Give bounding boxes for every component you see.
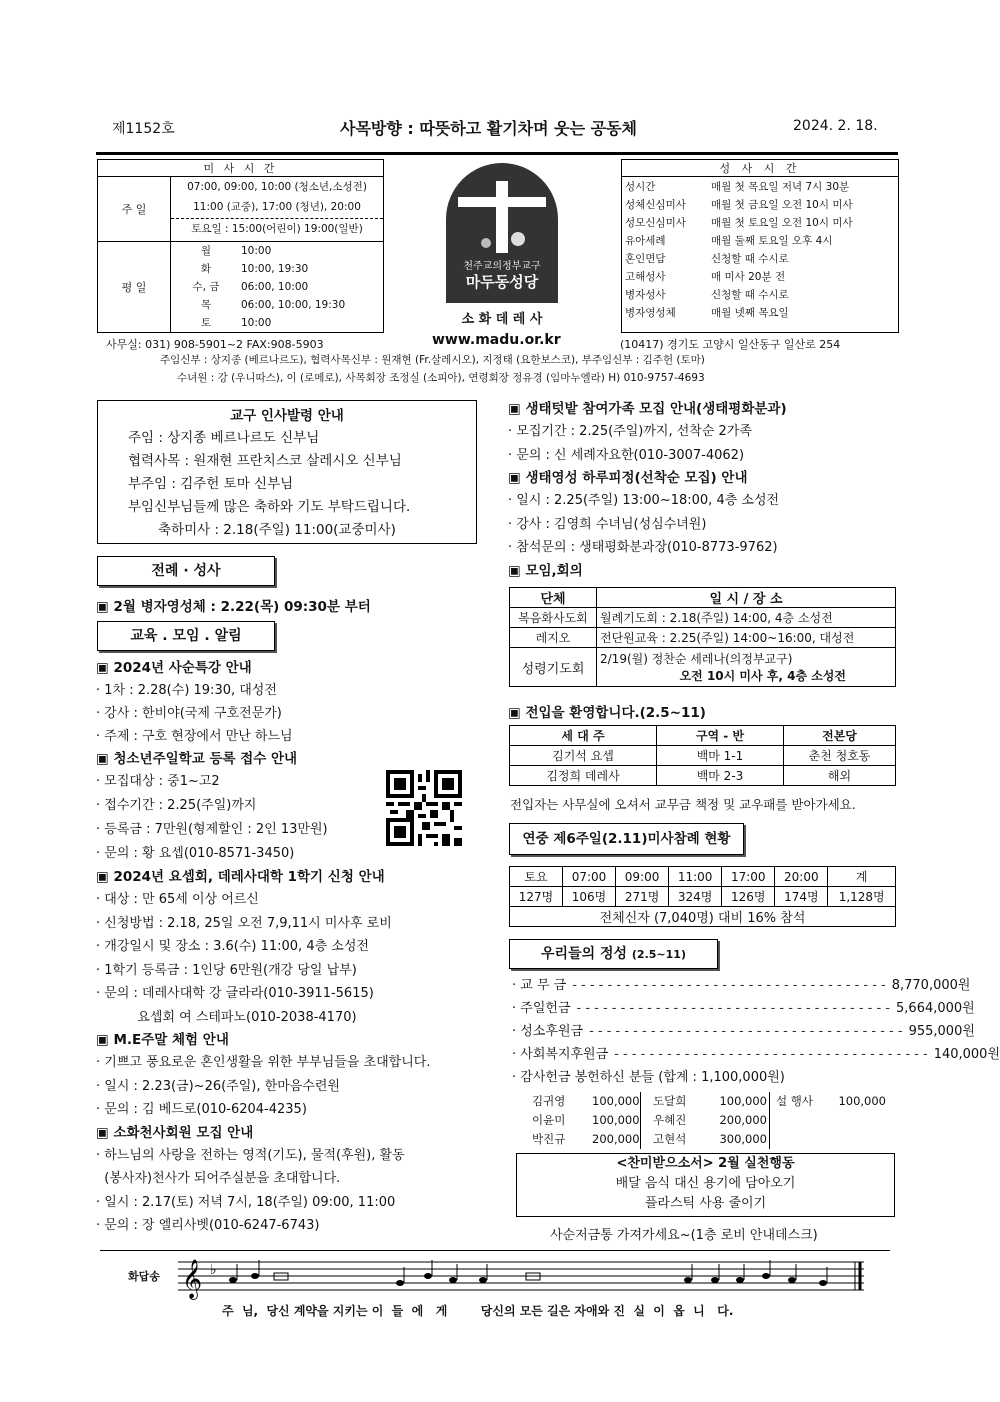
offering-amount: 5,664,000원 xyxy=(896,1001,975,1016)
donor-list xyxy=(532,1092,886,1149)
offering-label: · 성소후원금 xyxy=(512,1024,584,1039)
donor-name: 우혜진 xyxy=(653,1113,687,1127)
table-cell: 126명 xyxy=(722,887,775,907)
section-title: ▣ 2024년 요셉회, 데레사대학 1학기 신청 안내 xyxy=(96,869,385,885)
donor-name: 박진규 xyxy=(532,1132,566,1146)
table-cell: 김기석 요셉 xyxy=(510,746,657,766)
offering-period: (2.5~11) xyxy=(631,948,686,961)
section-item: · 주제 : 구호 현장에서 만난 하느님 xyxy=(96,729,293,744)
section-item: · 문의 : 황 요셉(010-8571-3450) xyxy=(96,846,295,861)
mass-schedule xyxy=(97,159,384,333)
welcome-note: 전입자는 사무실에 오셔서 교무금 책정 및 교우패를 받아가세요. xyxy=(510,797,856,812)
left-sections xyxy=(96,657,486,1238)
sacrament-name: 혼인면담 xyxy=(625,252,666,265)
weekday-day: 수, 금 xyxy=(192,281,220,293)
table-header: 11:00 xyxy=(669,867,722,887)
meeting-group: 복음화사도회 xyxy=(510,608,597,628)
section-item: · 개강일시 및 장소 : 3.6(수) 11:00, 4층 소성전 xyxy=(96,939,369,954)
attendance-header: 연중 제6주일(2.11)미사참례 현황 xyxy=(509,823,744,855)
table-cell: 춘천 청호동 xyxy=(784,746,896,766)
sacrament-name: 병자영성체 xyxy=(625,306,676,319)
music-notes-icon xyxy=(178,1256,868,1300)
section-item: · 1차 : 2.28(수) 19:30, 대성전 xyxy=(96,683,277,698)
section-item: · 하느님의 사랑을 전하는 영적(기도), 물적(후원), 활동 xyxy=(96,1147,405,1163)
staff-info: 수녀원 : 강 (우니따스), 이 (로메로), 사목회장 조정실 (소피아), 연령회장 정유경 (임마누엘라) H) 010-9757-4693 xyxy=(177,372,705,384)
offering-amount: 140,000원 xyxy=(933,1047,1000,1062)
appointment-title: 교구 인사발령 안내 xyxy=(230,408,344,424)
donor-name: 고현석 xyxy=(653,1132,687,1146)
welcome-table xyxy=(509,725,896,786)
sacrament-time: 매월 첫 금요일 오전 10시 미사 xyxy=(711,198,853,211)
donor-name: 김귀영 xyxy=(532,1094,566,1108)
sacrament-time: 신청할 때 수시로 xyxy=(711,288,789,301)
donor-amount: 100,000 xyxy=(592,1092,641,1111)
section-item: · 일시 : 2.23(금)~26(주일), 한마음수련원 xyxy=(96,1078,340,1094)
table-header: 계 xyxy=(828,867,896,887)
section-item: · 접수기간 : 2.25(주일)까지 xyxy=(96,798,257,813)
appointment-line: 부주임 : 김주헌 토마 신부님 xyxy=(128,476,294,492)
sacrament-name: 성시간 xyxy=(625,180,656,193)
table-header: 단체 xyxy=(510,588,597,608)
liturgy-header: 전례 · 성사 xyxy=(97,556,275,586)
section-item: · 기쁘고 풍요로운 혼인생활을 위한 부부님들을 초대합니다. xyxy=(96,1055,431,1070)
offering-label: · 주일헌금 xyxy=(512,1001,571,1016)
section-item: · 대상 : 만 65세 이상 어르신 xyxy=(96,892,259,907)
offering-label: · 교 무 금 xyxy=(512,978,567,993)
mass-title: 미 사 시 간 xyxy=(98,160,383,177)
sacrament-time: 매월 둘째 토요일 오후 4시 xyxy=(711,234,833,247)
sunday-mass-2: 11:00 (교중), 17:00 (청년), 20:00 xyxy=(171,197,383,219)
meeting-info: 월례기도회 : 2.18(주일) 14:00, 4층 소성전 xyxy=(597,608,896,628)
sacrament-name: 성체신심미사 xyxy=(625,198,686,211)
parish-name: 마두동성당 xyxy=(465,273,539,291)
section-item: · 문의 : 김 베드로(010-6204-4235) xyxy=(96,1102,307,1117)
offering-amount: 8,770,000원 xyxy=(891,978,971,993)
sacrament-time: 매월 첫 목요일 저녁 7시 30분 xyxy=(711,180,850,193)
offering-amount: 955,000원 xyxy=(908,1024,975,1039)
sacrament-time: 신청할 때 수시로 xyxy=(711,252,789,265)
table-cell: 106명 xyxy=(562,887,615,907)
music-rule xyxy=(100,1250,890,1251)
sacrament-time: 매 미사 20분 전 xyxy=(711,270,786,283)
sacrament-schedule xyxy=(621,159,899,333)
weekday-time: 06:00, 10:00, 19:30 xyxy=(241,299,346,311)
lent-bank-note: 사순저금통 가져가세요~(1층 로비 안내데스크) xyxy=(550,1228,818,1243)
liturgy-item: ▣ 2월 병자영성체 : 2.22(목) 09:30분 부터 xyxy=(96,599,371,615)
svg-text:𝄞: 𝄞 xyxy=(182,1259,203,1299)
donor-amount: 300,000 xyxy=(715,1130,770,1149)
sacrament-name: 유아세례 xyxy=(625,234,666,247)
section-item: · 문의 : 데레사대학 강 글라라(010-3911-5615) xyxy=(96,986,374,1001)
parish-url[interactable]: www.madu.or.kr xyxy=(432,332,561,348)
section-item: 요셉회 여 스테파노(010-2038-4170) xyxy=(96,1009,357,1025)
section-item: · 신청방법 : 2.18, 25일 오전 7,9,11시 미사후 로비 xyxy=(96,915,392,931)
table-cell: 1,128명 xyxy=(828,887,896,907)
offering-header xyxy=(509,939,718,969)
appointment-line: 협력사목 : 원재현 프란치스코 살레시오 신부님 xyxy=(128,453,402,469)
table-cell: 271명 xyxy=(616,887,669,907)
table-header: 09:00 xyxy=(616,867,669,887)
attendance-table xyxy=(509,866,896,927)
section-item: · 일시 : 2.25(주일) 13:00~18:00, 4층 소성전 xyxy=(508,493,780,508)
sacrament-name: 고해성사 xyxy=(625,270,666,283)
donor-amount: 100,000 xyxy=(592,1111,641,1130)
weekday-time: 06:00, 10:00 xyxy=(241,281,309,293)
weekday-time: 10:00, 19:30 xyxy=(241,263,309,275)
weekday-day: 목 xyxy=(200,299,212,311)
education-header: 교육 . 모임 . 알림 xyxy=(97,621,275,651)
table-header: 일 시 / 장 소 xyxy=(597,588,896,608)
meeting-group: 성령기도회 xyxy=(510,648,597,687)
svg-text:♭: ♭ xyxy=(210,1262,217,1278)
section-title: ▣ M.E주말 체험 안내 xyxy=(96,1032,229,1048)
section-title: ▣ 모임,회의 xyxy=(508,562,583,579)
weekday-label: 평 일 xyxy=(98,242,171,332)
meetings-table xyxy=(509,587,896,687)
sacrament-title: 성 사 시 간 xyxy=(622,160,898,177)
laudato-line: 배달 음식 대신 용기에 담아오기 xyxy=(615,1176,796,1191)
music-staff xyxy=(178,1256,868,1300)
weekday-day: 토 xyxy=(200,317,212,329)
section-item: · 강사 : 한비야(국제 구호전문가) xyxy=(96,706,282,721)
sunday-mass-1: 07:00, 09:00, 10:00 (청소년,소성전) xyxy=(187,181,367,193)
meeting-group: 레지오 xyxy=(510,628,597,648)
section-item: · 일시 : 2.17(토) 저녁 7시, 18(주일) 09:00, 11:00 xyxy=(96,1194,396,1210)
sacrament-time: 매월 넷째 목요일 xyxy=(711,306,789,319)
table-header: 토요 xyxy=(510,867,563,887)
table-cell: 백마 2-3 xyxy=(657,766,784,786)
donor-name: 설 행사 xyxy=(776,1094,813,1108)
donor-amount: 200,000 xyxy=(715,1111,770,1130)
laudato-line: 플라스틱 사용 줄이기 xyxy=(644,1196,767,1211)
sacrament-name: 병자성사 xyxy=(625,288,666,301)
weekday-time: 10:00 xyxy=(241,245,272,257)
appointment-line: 부임신부님들께 많은 축하와 기도 부탁드립니다. xyxy=(128,499,411,515)
section-item: · 모집기간 : 2.25(주일)까지, 선착순 2가족 xyxy=(508,424,752,439)
offering-list: · 교 무 금 - - - - - - - - - - - - - - - - - - - - - - - - - - - - - - - - - - - - 8,770,000원 · 주일헌금 - - - - - - - - - - - - - - - - - - - - - - - - - - - - - - - - - - - - 5,664,000원 · 성소후원금 - - - - - - - - - - - - - - - - - - - - - - - - - - - - - - - - - - - - 955,000원 · 사회복지후원금 - - - - - - - - - - - - - - - - - - - - - - - - - - - - - - - - - - - - 140,000원 · 감사헌금 봉헌하신 분들 (합계 : 1,100,000원) xyxy=(512,974,898,1089)
meeting-info: 2/19(월) 정찬순 세레나(의정부교구) xyxy=(600,652,793,666)
appointment-line: 축하미사 : 2.18(주일) 11:00(교중미사) xyxy=(158,522,396,538)
issue-date: 2024. 2. 18. xyxy=(793,118,878,134)
section-title: ▣ 생태영성 하루피정(선착순 모집) 안내 xyxy=(508,470,748,486)
donor-name: 도달희 xyxy=(653,1094,687,1108)
donor-amount: 200,000 xyxy=(592,1130,641,1149)
priests-info: 주임신부 : 상지종 (베르나르도), 협력사목신부 : 원재현 (Fr.살레시오), 지정태 (요한보스코), 부주임신부 : 김주헌 (토마) xyxy=(160,354,705,366)
table-header: 17:00 xyxy=(722,867,775,887)
qr-code[interactable] xyxy=(386,770,462,846)
issue-number: 제1152호 xyxy=(112,121,175,137)
church-logo xyxy=(446,163,558,303)
section-item: · 1학기 등록금 : 1인당 6만원(개강 당일 납부) xyxy=(96,962,357,978)
meeting-info-detail: 오전 10시 미사 후, 4층 소성전 xyxy=(679,669,846,683)
thanks-offering: · 감사헌금 봉헌하신 분들 (합계 : 1,100,000원) xyxy=(512,1070,785,1085)
laudato-box xyxy=(516,1153,895,1217)
weekday-time: 10:00 xyxy=(241,317,272,329)
table-header: 07:00 xyxy=(562,867,615,887)
meeting-info: 전단원교육 : 2.25(주일) 14:00~16:00, 대성전 xyxy=(597,628,896,648)
section-item: · 문의 : 신 세례자요한(010-3007-4062) xyxy=(508,447,745,463)
patron-saint: 소 화 데 레 사 xyxy=(461,312,543,327)
section-item: · 참석문의 : 생태평화분과장(010-8773-9762) xyxy=(508,540,778,555)
section-item: (봉사자)천사가 되어주실분을 초대합니다. xyxy=(96,1171,341,1186)
diocese-name: 천주교의정부교구 xyxy=(463,261,541,272)
weekday-day: 화 xyxy=(200,263,212,275)
psalm-label: 화답송 xyxy=(128,1270,160,1283)
section-item: · 강사 : 김영희 수녀님(성심수녀원) xyxy=(508,516,707,532)
offering-title: 우리들의 정성 xyxy=(541,946,628,962)
office-contact: 사무실: 031) 908-5901~2 FAX:908-5903 xyxy=(106,338,324,351)
appointment-notice xyxy=(97,400,477,544)
table-cell: 김정희 데레사 xyxy=(510,766,657,786)
table-cell: 백마 1-1 xyxy=(657,746,784,766)
laudato-title: <찬미받으소서> 2월 실천행동 xyxy=(616,1156,795,1171)
weekday-day: 월 xyxy=(200,245,212,257)
table-cell: 324명 xyxy=(669,887,722,907)
table-header: 구역 - 반 xyxy=(657,726,784,746)
table-header: 20:00 xyxy=(775,867,828,887)
welcome-title: ▣ 전입을 환영합니다.(2.5~11) xyxy=(508,705,706,721)
header-rule xyxy=(96,152,898,155)
section-title: ▣ 생태텃밭 참여가족 모집 안내(생태평화분과) xyxy=(508,401,787,417)
table-cell: 127명 xyxy=(510,887,563,907)
psalm-lyrics: 주 님, 당신 계약을 지키는 이 들 에 게 당신의 모든 길은 자애와 진 실 이 옵 니 다. xyxy=(222,1304,734,1318)
table-header: 세 대 주 xyxy=(510,726,657,746)
section-item: · 등록금 : 7만원(형제할인 : 2인 13만원) xyxy=(96,822,328,837)
section-item: · 문의 : 장 엘리사벳(010-6247-6743) xyxy=(96,1218,320,1233)
table-header: 전본당 xyxy=(784,726,896,746)
donor-amount: 100,000 xyxy=(838,1094,886,1108)
section-title: ▣ 청소년주일학교 등록 접수 안내 xyxy=(96,751,298,767)
sunday-label: 주 일 xyxy=(98,177,171,241)
parish-address: (10417) 경기도 고양시 일산동구 일산로 254 xyxy=(620,338,841,351)
table-cell: 174명 xyxy=(775,887,828,907)
offering-label: · 사회복지후원금 xyxy=(512,1047,609,1062)
attendance-summary: 전체신자 (7,040명) 대비 16% 참석 xyxy=(510,907,896,927)
saturday-mass: 토요일 : 15:00(어린이) 19:00(일반) xyxy=(191,223,363,235)
section-title: ▣ 2024년 사순특강 안내 xyxy=(96,660,252,676)
sacrament-time: 매월 첫 토요일 오전 10시 미사 xyxy=(711,216,853,229)
table-cell: 해외 xyxy=(784,766,896,786)
donor-amount: 100,000 xyxy=(715,1092,770,1111)
section-item: · 모집대상 : 중1~고2 xyxy=(96,774,220,789)
section-title: ▣ 소화천사회원 모집 안내 xyxy=(96,1124,254,1141)
appointment-line: 주임 : 상지종 베르나르도 신부님 xyxy=(128,430,320,446)
sacrament-name: 성모신심미사 xyxy=(625,216,686,229)
right-sections xyxy=(508,398,898,582)
page-title: 사목방향 : 따뜻하고 활기차며 웃는 공동체 xyxy=(340,119,638,138)
donor-name: 이윤미 xyxy=(532,1113,566,1127)
